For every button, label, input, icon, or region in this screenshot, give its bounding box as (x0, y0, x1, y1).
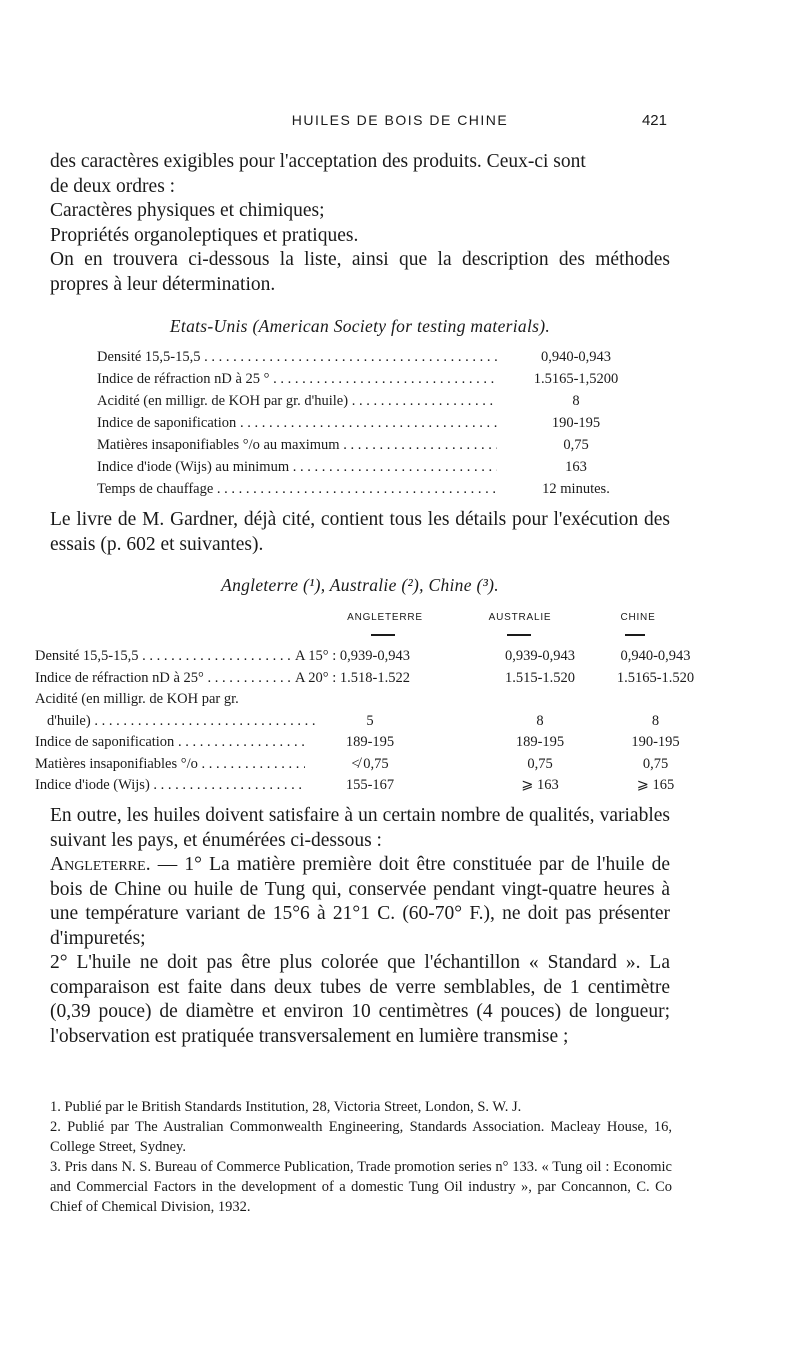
cell-australie: 189-195 (480, 732, 600, 754)
row-value: 8 (505, 390, 647, 412)
divider-line (625, 634, 645, 636)
intro-line-2: de deux ordres : (50, 175, 176, 197)
cell-chine: 1.5165-1.520 (598, 668, 713, 690)
angleterre-requirement-2: 2° L'huile ne doit pas être plus colorée que l'échantillon « Standard ». La comparaison est faite dans deux tubes de verre semblables, de 1 centimètre (0,39 pouce) de diamètre et environ 10 centimètres (4 pouces) de longueur; l'observation est pratiquée transversalement en lumière transmise ; (50, 952, 670, 1047)
cell-chine: 190-195 (598, 732, 713, 754)
running-head (0, 112, 800, 132)
cell-australie: 8 (480, 711, 600, 733)
table-row (35, 711, 685, 733)
table-row (35, 732, 685, 754)
row-value: 0,75 (505, 434, 647, 456)
cell-angleterre: ≮ 0,75 (320, 754, 420, 776)
row-label: Matières insaponifiables °/o . . . (35, 754, 305, 776)
row-label: Densité 15,5-15,5 . . . (97, 346, 497, 368)
divider-line (507, 634, 531, 636)
us-spec-table (97, 346, 657, 500)
cell-chine: ⩾ 165 (598, 775, 713, 797)
cell-chine: 0,940-0,943 (598, 646, 713, 668)
intro-paragraph-2: On en trouvera ci-dessous la liste, ainsi que la description des méthodes propres à leur détermination. (50, 249, 670, 295)
cell-chine: 8 (598, 711, 713, 733)
row-label: d'huile) . . . (35, 711, 317, 733)
table-row (97, 434, 657, 456)
table-row (97, 368, 657, 390)
footnote-3: 3. Pris dans N. S. Bureau of Commerce Publication, Trade promotion series n° 133. « Tung oil : Economic and Commercial Factors in the development of a domestic Tung Oil industry », par Concannon, C. Co Chief of Chemical Division, 1932. (50, 1159, 672, 1215)
cell-australie: 0,75 (480, 754, 600, 776)
column-header: ANGLETERRE (347, 612, 423, 623)
cell-chine: 0,75 (598, 754, 713, 776)
row-label: Indice de réfraction nD à 25° . . . (35, 668, 305, 690)
row-value: 1.5165-1,5200 (505, 368, 647, 390)
intro-item-2: Propriétés organoleptiques et pratiques. (50, 224, 359, 246)
requirements-intro: En outre, les huiles doivent satisfaire à un certain nombre de qualités, variables suivant les pays, et énumérées ci-dessous : (50, 805, 670, 851)
row-label: Matières insaponifiables °/o au maximum . . . (97, 434, 497, 456)
row-label: Indice d'iode (Wijs) . . . (35, 775, 305, 797)
row-label: Indice d'iode (Wijs) au minimum . . . (97, 456, 497, 478)
table-row (35, 754, 685, 776)
cell-angleterre: A 15° : 0,939-0,943 (295, 646, 475, 668)
requirements-block (50, 804, 670, 1049)
row-label: Indice de saponification . . . (97, 412, 497, 434)
table-row (97, 456, 657, 478)
cell-angleterre: 155-167 (320, 775, 420, 797)
row-value: 12 minutes. (505, 478, 647, 500)
gardner-paragraph: Le livre de M. Gardner, déjà cité, contient tous les détails pour l'exécution des essais (p. 602 et suivantes). (50, 509, 670, 555)
divider-line (371, 634, 395, 636)
cell-australie: ⩾ 163 (480, 775, 600, 797)
column-header: CHINE (620, 612, 656, 623)
footnotes (50, 1097, 672, 1217)
table-row (35, 668, 695, 690)
table-row (97, 346, 657, 368)
comparison-table (35, 646, 695, 797)
cell-angleterre: 5 (320, 711, 420, 733)
row-value: 0,940-0,943 (505, 346, 647, 368)
us-heading: Etats-Unis (American Society for testing materials). (169, 316, 551, 336)
cell-australie: 1.515-1.520 (480, 668, 600, 690)
row-label: Temps de chauffage . . . (97, 478, 497, 500)
row-label: Densité 15,5-15,5 . . . (35, 646, 305, 668)
row-label: Indice de réfraction nD à 25 ° . . . (97, 368, 497, 390)
footnote-1: 1. Publié par le British Standards Institution, 28, Victoria Street, London, S. W. J. (50, 1099, 522, 1115)
page-number: 421 (641, 112, 667, 129)
row-label: Indice de saponification . . . (35, 732, 305, 754)
table-row (97, 478, 657, 500)
table-row (35, 775, 685, 797)
country-label: Angleterre. (50, 854, 151, 875)
table-row (97, 390, 657, 412)
intro-line-1: des caractères exigibles pour l'acceptation des produits. Ceux-ci sont (50, 151, 586, 172)
row-value: 163 (505, 456, 647, 478)
row-value: 190-195 (505, 412, 647, 434)
table-row (35, 646, 691, 668)
footnote-2: 2. Publié par The Australian Commonwealth Engineering, Standards Association. Macleay House, 16, College Street, Sydney. (50, 1119, 672, 1155)
column-header: AUSTRALIE (488, 612, 552, 623)
requirement-text: — 1° La matière première doit être constituée par de l'huile de bois de Chine ou huile de Tung qui, conservée pendant vingt-quatre heures à une température variant de 15°6 à 21°1 C. (60-70° F.), ne doit pas présenter d'impuretés; (50, 854, 670, 949)
angleterre-requirement-1 (50, 853, 670, 951)
cell-australie: 0,939-0,943 (480, 646, 600, 668)
table-row (97, 412, 657, 434)
cell-angleterre: A 20° : 1.518-1.522 (295, 668, 475, 690)
comparison-heading: Angleterre (¹), Australie (²), Chine (³). (221, 575, 499, 595)
row-label: Acidité (en milligr. de KOH par gr. d'huile) . . . (97, 390, 497, 412)
intro-item-1: Caractères physiques et chimiques; (50, 200, 325, 221)
row-label: Acidité (en milligr. de KOH par gr. (35, 691, 239, 707)
running-title: HUILES DE BOIS DE CHINE (291, 112, 509, 128)
cell-angleterre: 189-195 (320, 732, 420, 754)
table-row (35, 689, 685, 711)
intro-block (50, 150, 670, 297)
